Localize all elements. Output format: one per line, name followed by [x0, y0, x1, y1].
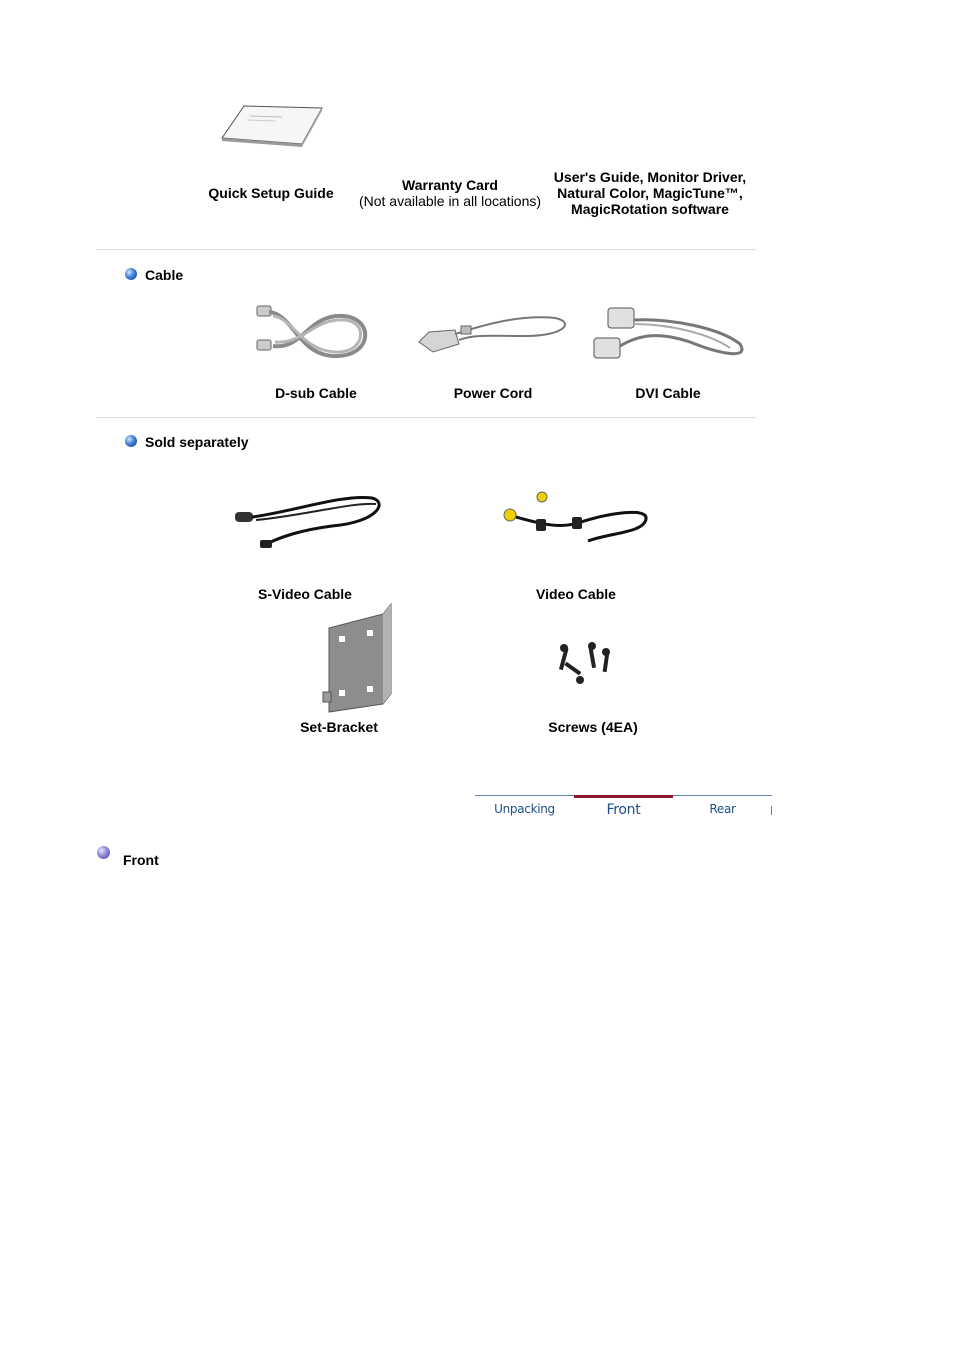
blue-bullet-icon — [125, 268, 137, 280]
s-video-cable-label: S-Video Cable — [258, 586, 352, 602]
tab-rear[interactable] — [673, 795, 772, 822]
screws-label: Screws (4EA) — [548, 719, 638, 735]
s-video-cable-icon — [232, 492, 384, 552]
video-cable-label: Video Cable — [536, 586, 616, 602]
tab-front[interactable] — [574, 795, 673, 824]
quick-setup-guide-label: Quick Setup Guide — [208, 185, 334, 201]
warranty-card-label: Warranty Card — [402, 177, 498, 193]
tab-front-label: Front — [606, 802, 641, 818]
tab-separator — [771, 806, 772, 815]
section-divider — [96, 249, 756, 250]
dsub-cable-label: D-sub Cable — [275, 385, 357, 401]
tab-unpacking[interactable] — [475, 795, 574, 822]
warranty-card-note: (Not available in all locations) — [358, 193, 542, 209]
dvi-cable-label: DVI Cable — [635, 385, 701, 401]
blue-bullet-icon — [125, 435, 137, 447]
power-cord-icon — [415, 310, 570, 358]
warranty-card-label-group — [350, 177, 550, 209]
software-label-line: User's Guide, Monitor Driver, — [553, 169, 747, 185]
tab-rear-label: Rear — [709, 802, 736, 816]
power-cord-label: Power Cord — [453, 385, 533, 401]
video-cable-icon — [498, 489, 653, 549]
section-tab-bar — [475, 795, 773, 821]
section-divider — [96, 417, 756, 418]
dsub-cable-icon — [253, 304, 379, 364]
quick-setup-guide-icon — [220, 104, 324, 148]
violet-bullet-icon — [97, 846, 110, 859]
software-label-line: Natural Color, MagicTune™, — [557, 185, 743, 201]
software-label-group — [545, 169, 755, 217]
dvi-cable-icon — [590, 304, 748, 366]
set-bracket-label: Set-Bracket — [300, 719, 378, 735]
cable-section-title: Cable — [145, 267, 184, 283]
screws-icon — [550, 640, 614, 688]
tab-unpacking-label: Unpacking — [494, 802, 555, 816]
sold-separately-section-title: Sold separately — [145, 434, 249, 450]
software-label-line: MagicRotation software — [571, 201, 729, 217]
set-bracket-icon — [321, 602, 393, 718]
front-section-title: Front — [123, 852, 159, 868]
